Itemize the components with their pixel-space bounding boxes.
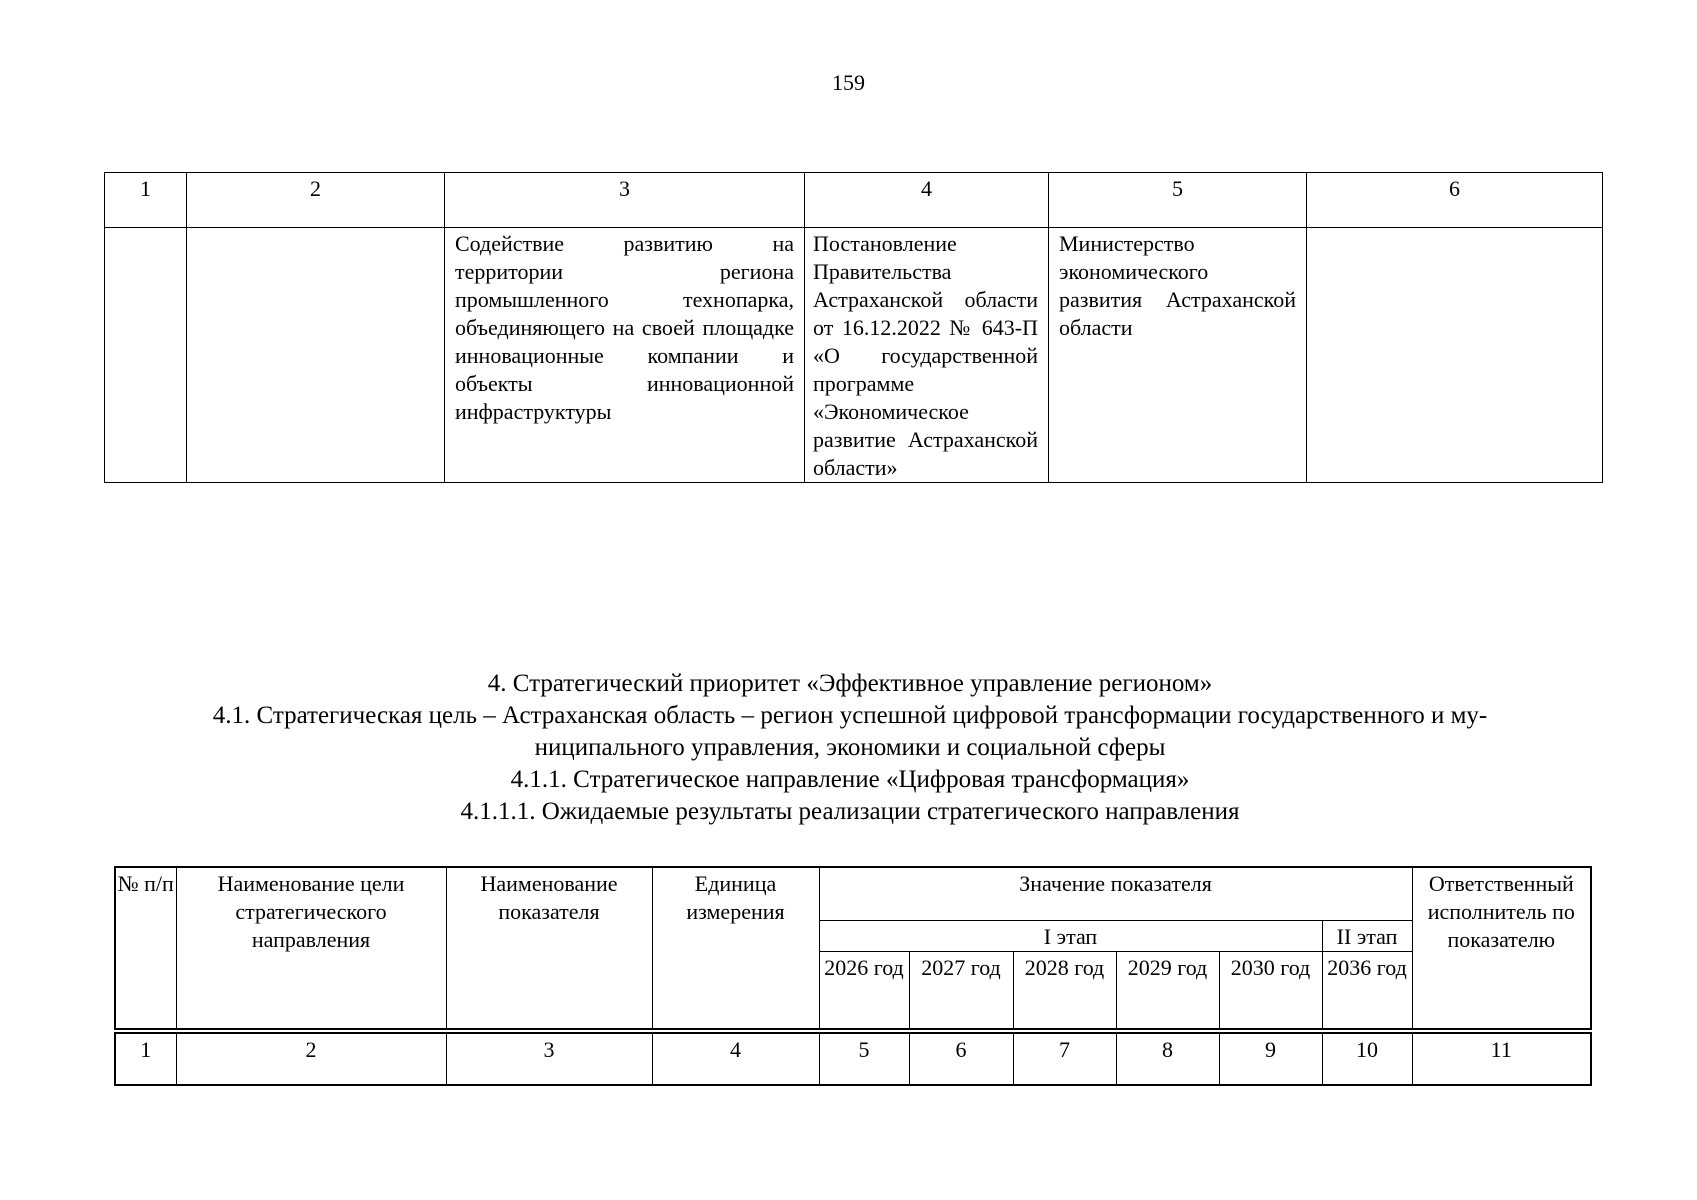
column-number: 9: [1219, 1033, 1322, 1085]
header-stage-2: II этап: [1322, 921, 1412, 952]
header-year: 2036 год: [1322, 952, 1412, 1030]
goal-heading-line-2: ниципального управления, экономики и социальной сферы: [534, 734, 1166, 761]
section-headings: [110, 668, 1590, 828]
direction-heading: 4.1.1. Стратегическое направление «Цифровая трансформация»: [510, 766, 1190, 793]
column-number: 5: [1049, 173, 1307, 228]
header-indicator: Наименование показателя: [446, 867, 652, 1029]
results-table-header: [114, 866, 1592, 1030]
responsible-cell: Министерство экономического развития Астраханской области: [1049, 228, 1307, 483]
column-number: 1: [115, 1033, 176, 1085]
header-year: 2027 год: [909, 952, 1013, 1030]
column-number: 2: [187, 173, 445, 228]
priority-heading: 4. Стратегический приоритет «Эффективное управление регионом»: [487, 670, 1213, 697]
column-number: 11: [1412, 1033, 1591, 1085]
column-number: 8: [1116, 1033, 1219, 1085]
table-row: [105, 228, 1603, 483]
header-responsible: Ответственный исполнитель по показателю: [1412, 867, 1591, 1029]
table-cell: [105, 228, 187, 483]
table-cell: [1307, 228, 1603, 483]
document-cell: Постановление Правительства Астраханской области от 16.12.2022 № 643-П «О государственной программе «Экономическое развитие Астраханской области»: [805, 228, 1049, 483]
column-number: 6: [1307, 173, 1603, 228]
header-year: 2029 год: [1116, 952, 1219, 1030]
column-number: 5: [819, 1033, 909, 1085]
column-number: 4: [805, 173, 1049, 228]
measure-cell: Содействие развитию на территории региона промышленного технопарка, объединяющего на своей площадке инновационные компании и объекты инновационной инфраструктуры: [445, 228, 805, 483]
table-cell: [187, 228, 445, 483]
column-number: 2: [176, 1033, 446, 1085]
column-number: 3: [445, 173, 805, 228]
header-no: № п/п: [115, 867, 176, 1029]
column-number-row: [105, 173, 1603, 228]
header-goal: Наименование цели стратегического направления: [176, 867, 446, 1029]
page-number: 159: [832, 70, 865, 95]
column-number: 1: [105, 173, 187, 228]
header-unit: Единица измерения: [652, 867, 819, 1029]
column-number: 7: [1013, 1033, 1116, 1085]
header-year: 2028 год: [1013, 952, 1116, 1030]
results-table-numbers: [114, 1032, 1592, 1086]
results-heading: 4.1.1.1. Ожидаемые результаты реализации стратегического направления: [460, 798, 1240, 825]
column-number: 4: [652, 1033, 819, 1085]
column-number: 6: [909, 1033, 1013, 1085]
column-number-row: [115, 1033, 1591, 1085]
header-year: 2026 год: [819, 952, 909, 1030]
column-number: 10: [1322, 1033, 1412, 1085]
header-year: 2030 год: [1219, 952, 1322, 1030]
header-stage-1: I этап: [819, 921, 1322, 952]
column-number: 3: [446, 1033, 652, 1085]
goal-heading-line-1: 4.1. Стратегическая цель – Астраханская область – регион успешной цифровой трансформации государственного и му-: [212, 702, 1488, 729]
top-table: [104, 172, 1603, 483]
header-value: Значение показателя: [819, 867, 1412, 921]
